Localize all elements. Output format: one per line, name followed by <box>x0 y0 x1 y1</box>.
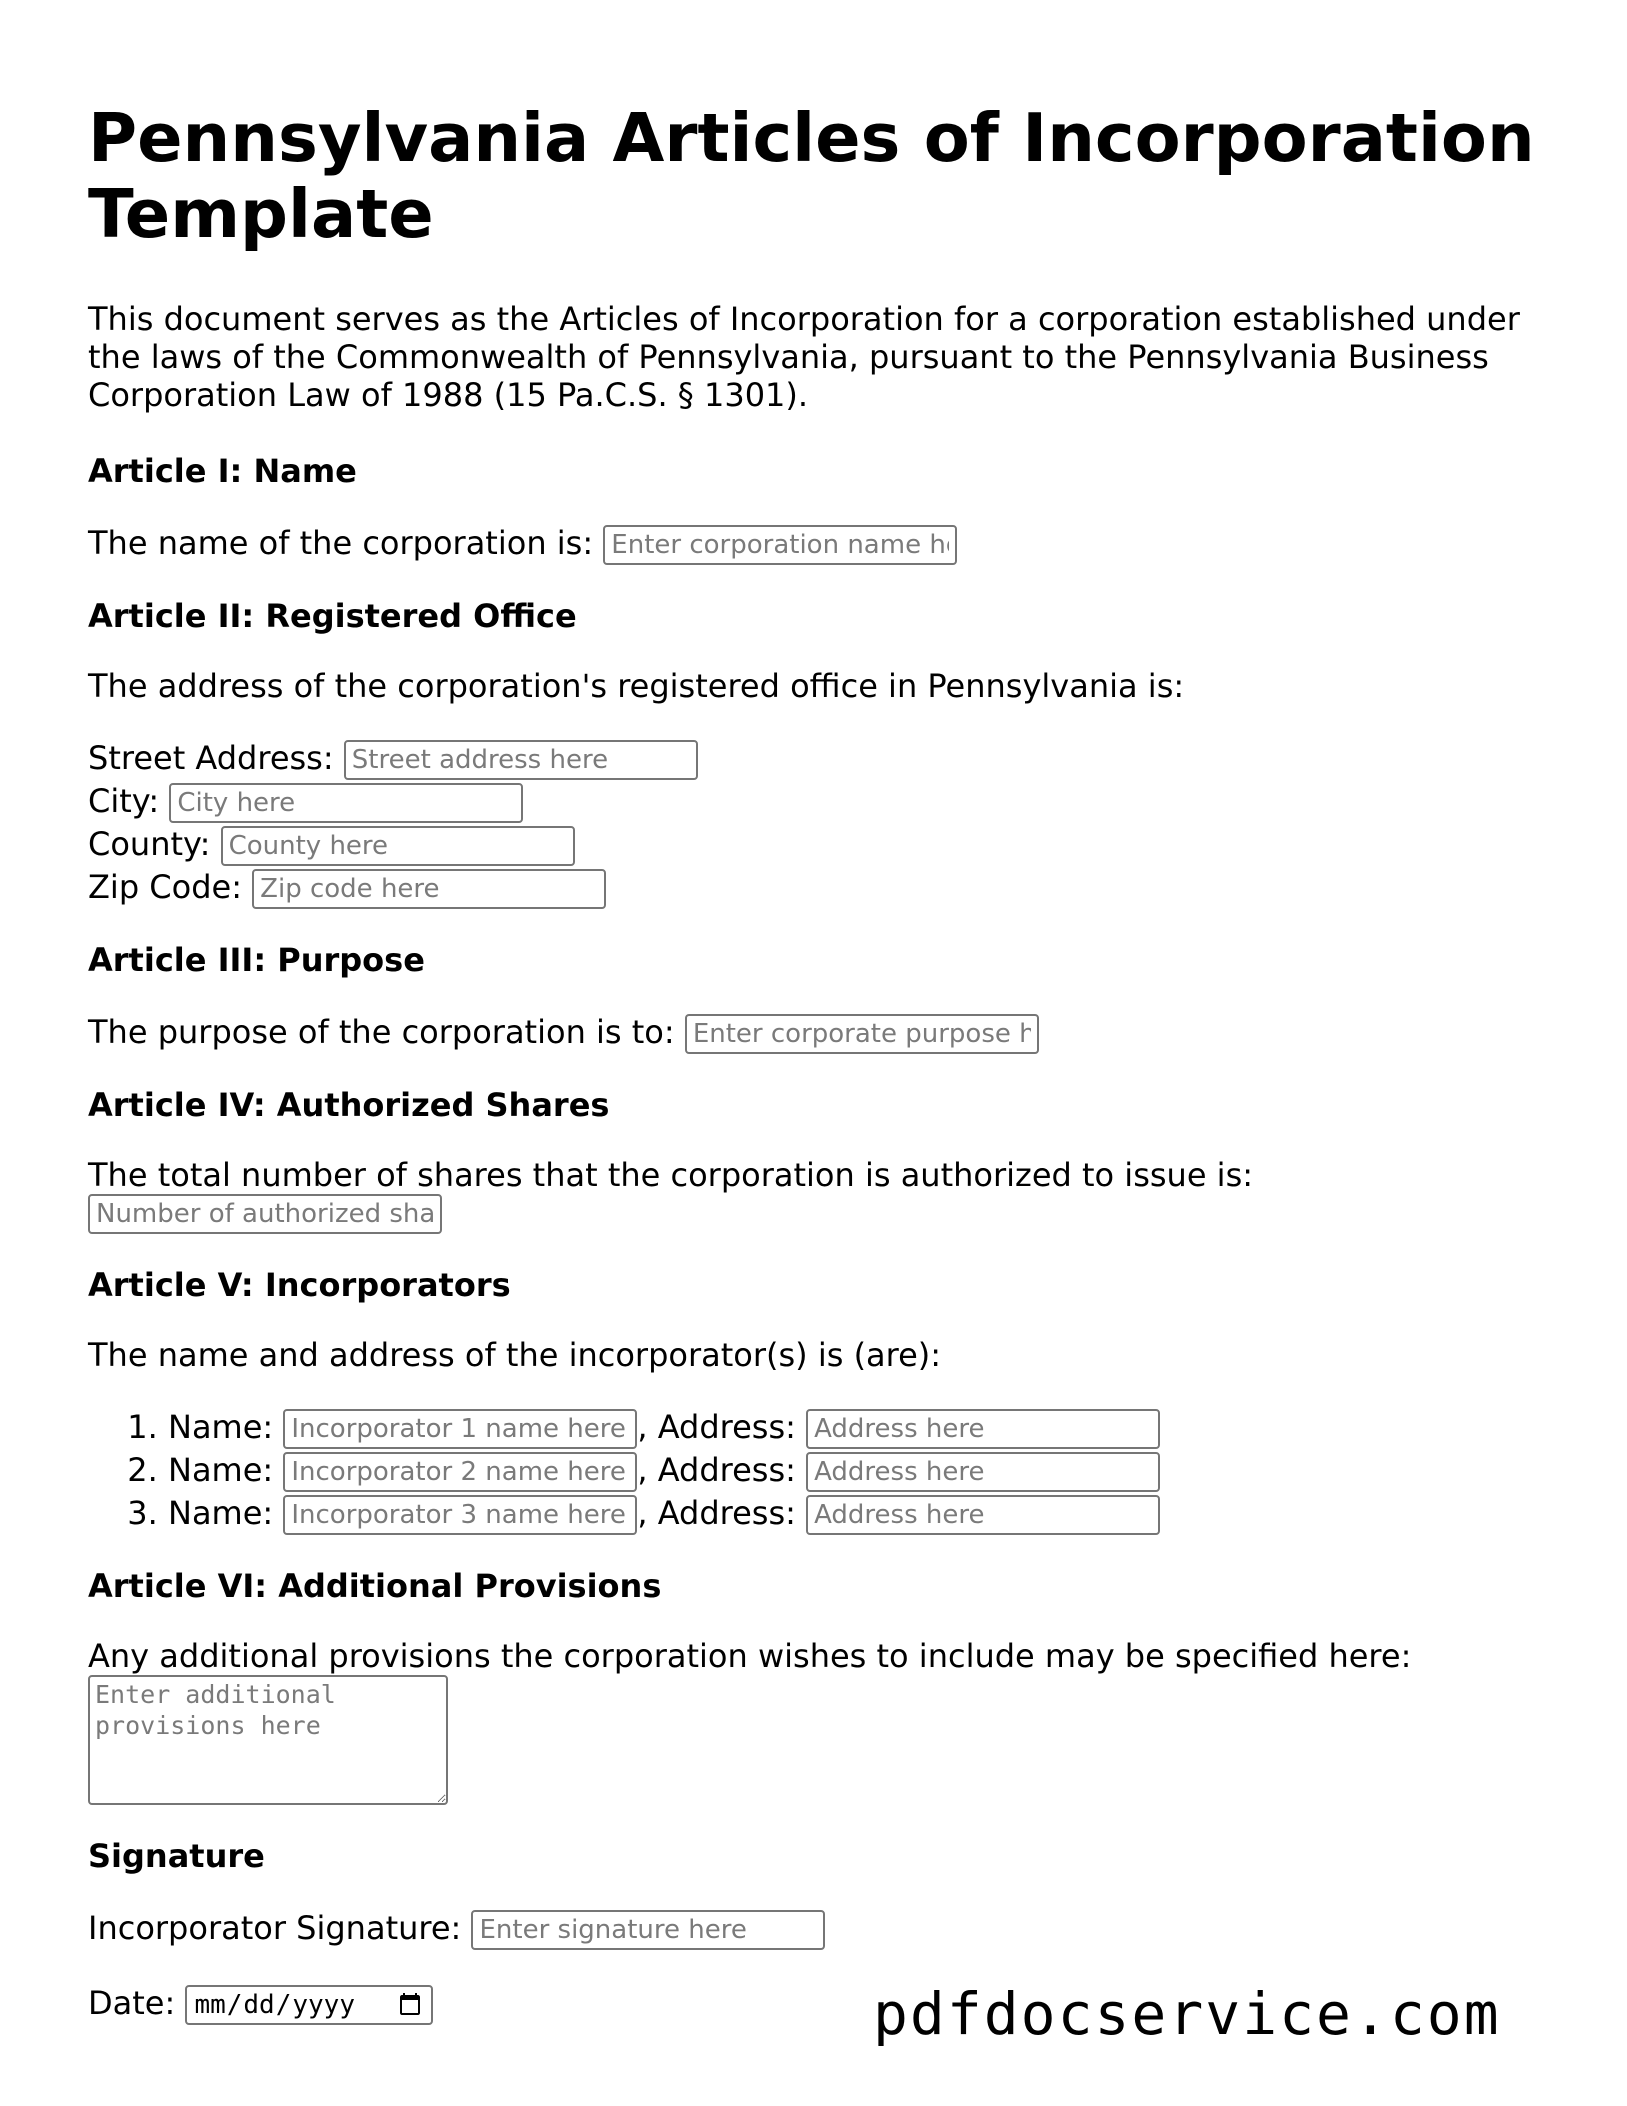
article-6-heading: Article VI: Additional Provisions <box>88 1567 662 1605</box>
article-2-heading: Article II: Registered Office <box>88 597 577 635</box>
county-label: County: <box>88 825 211 863</box>
incorporators-list <box>88 1406 1548 1535</box>
street-address-input[interactable] <box>344 740 698 780</box>
intro-text: This document serves as the Articles of Incorporation for a corporation established under the laws of the Commonwealth of Pennsylvania, pursuant to the Pennsylvania Business Corporation Law of 1988 (15 Pa.C.S. § 1301). <box>88 300 1520 414</box>
page-title: Pennsylvania Articles of Incorporation Template <box>88 99 1535 253</box>
registered-office-fields <box>88 737 1548 909</box>
city-input[interactable] <box>169 783 523 823</box>
corporation-name-input[interactable] <box>603 525 957 565</box>
county-row <box>88 823 1548 866</box>
incorporators-text: The name and address of the incorporator(s) is (are): <box>88 1336 942 1374</box>
corporate-purpose-input[interactable] <box>685 1014 1039 1054</box>
purpose-label: The purpose of the corporation is to: <box>88 1013 675 1051</box>
article-4-block <box>88 1156 1548 1234</box>
incorporator-name-label: Name: <box>168 1451 274 1489</box>
incorporator-3-address-input[interactable] <box>806 1495 1160 1535</box>
incorporator-1-name-input[interactable] <box>283 1409 637 1449</box>
signature-line <box>88 1907 1548 1950</box>
street-label: Street Address: <box>88 739 334 777</box>
corporation-name-label: The name of the corporation is: <box>88 524 594 562</box>
article-3-heading: Article III: Purpose <box>88 941 425 979</box>
article-4-heading: Article IV: Authorized Shares <box>88 1086 610 1124</box>
incorporator-1-address-input[interactable] <box>806 1409 1160 1449</box>
signature-input[interactable] <box>471 1910 825 1950</box>
incorporator-address-label: , Address: <box>637 1494 796 1532</box>
article-3-line <box>88 1011 1548 1054</box>
incorporator-3-name-input[interactable] <box>283 1495 637 1535</box>
incorporator-2-address-input[interactable] <box>806 1452 1160 1492</box>
date-label: Date: <box>88 1984 176 2022</box>
city-row <box>88 780 1548 823</box>
document <box>88 100 1548 2025</box>
zip-label: Zip Code: <box>88 868 242 906</box>
city-label: City: <box>88 782 160 820</box>
street-row <box>88 737 1548 780</box>
incorporator-name-label: Name: <box>168 1494 274 1532</box>
signature-heading: Signature <box>88 1837 265 1875</box>
incorporator-item <box>168 1449 1548 1492</box>
incorporator-name-label: Name: <box>168 1408 274 1446</box>
zip-row <box>88 866 1548 909</box>
date-input[interactable] <box>185 1985 433 2025</box>
incorporator-address-label: , Address: <box>637 1408 796 1446</box>
authorized-shares-input[interactable] <box>88 1194 442 1234</box>
incorporator-item <box>168 1406 1548 1449</box>
authorized-shares-label: The total number of shares that the corporation is authorized to issue is: <box>88 1156 1254 1194</box>
zip-code-input[interactable] <box>252 869 606 909</box>
additional-provisions-label: Any additional provisions the corporation wishes to include may be specified here: <box>88 1637 1412 1675</box>
article-1-line <box>88 522 1548 565</box>
article-5-heading: Article V: Incorporators <box>88 1266 511 1304</box>
county-input[interactable] <box>221 826 575 866</box>
watermark-text: pdfdocservice.com <box>873 1980 1501 2048</box>
additional-provisions-textarea[interactable] <box>88 1675 448 1805</box>
article-6-block <box>88 1637 1548 1805</box>
incorporator-2-name-input[interactable] <box>283 1452 637 1492</box>
signature-label: Incorporator Signature: <box>88 1909 462 1947</box>
incorporator-address-label: , Address: <box>637 1451 796 1489</box>
incorporator-item <box>168 1492 1548 1535</box>
registered-office-text: The address of the corporation's registered office in Pennsylvania is: <box>88 667 1185 705</box>
article-1-heading: Article I: Name <box>88 452 357 490</box>
